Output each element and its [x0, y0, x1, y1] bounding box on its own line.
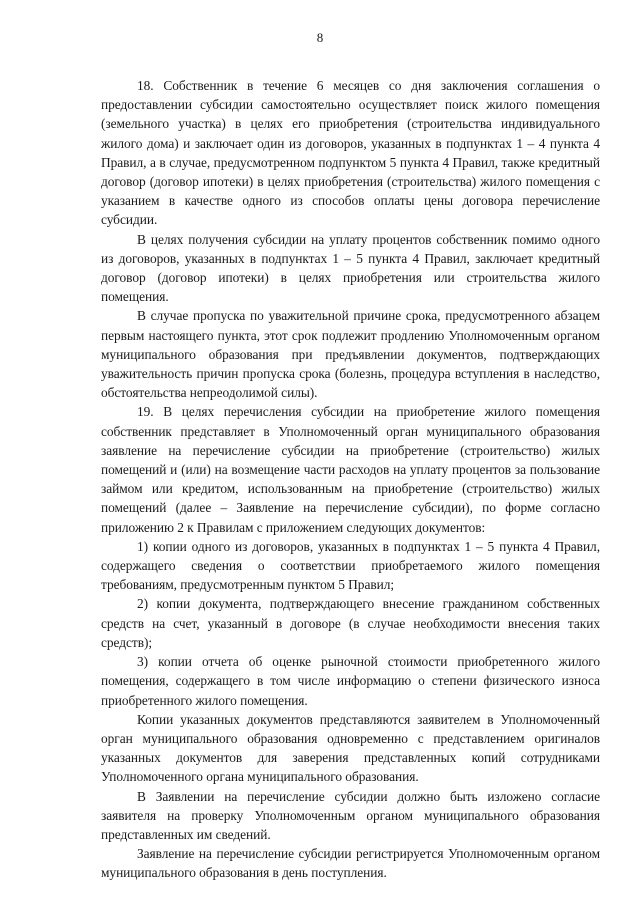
paragraph-19: 19. В целях перечисления субсидии на приобретение жилого помещения собственник представляет в Уполномоченный орган муниципального образования заявление на перечисление субсидии на приобретение (строительство) жилых помещений и (или) на возмещение части расходов на уплату процентов за пользование займом или кредитом, использованным на приобретение (строительство) жилых помещений (далее – Заявление на перечисление субсидии), по форме согласно приложению 2 к Правилам с приложением следующих документов: [101, 404, 600, 535]
paragraph-copies: Копии указанных документов представляются заявителем в Уполномоченный орган муниципального образования одновременно с представлением оригиналов указанных документов для заверения представленных копий сотрудниками Уполномоченного органа муниципального образования. [101, 711, 600, 785]
paragraph-interest-subsidy: В целях получения субсидии на уплату процентов собственник помимо одного из договоров, указанных в подпунктах 1 – 5 пункта 4 Правил, заключает кредитный договор (договор ипотеки) в целях приобретения или строительства жилого помещения. [101, 231, 600, 305]
paragraph-registration: Заявление на перечисление субсидии регистрируется Уполномоченным органом муниципального образования в день поступления. [101, 846, 600, 881]
paragraph-18: 18. Собственник в течение 6 месяцев со дня заключения соглашения о предоставлении субсидии самостоятельно осуществляет поиск жилого помещения (земельного участка) в целях его приобретения (строительства индивидуального жилого дома) и заключает один из договоров, указанных в подпунктах 1 – 4 пункта 4 Правил, а в случае, предусмотренном подпунктом 5 пункта 4 Правил, также кредитный договор (договор ипотеки) в целях приобретения (строительства) жилого помещения с указанием в качестве одного из способов оплаты цены договора перечисление субсидии. [101, 78, 600, 228]
list-item-2: 2) копии документа, подтверждающего внесение гражданином собственных средств на счет, указанный в договоре (в случае необходимости внесения таких средств); [101, 596, 600, 650]
document-body [101, 76, 600, 883]
paragraph-consent: В Заявлении на перечисление субсидии должно быть изложено согласие заявителя на проверку Уполномоченным органом муниципального образования представленных им сведений. [101, 788, 600, 842]
page-number: 8 [316, 30, 324, 45]
paragraph-deadline-extension: В случае пропуска по уважительной причине срока, предусмотренного абзацем первым настоящего пункта, этот срок подлежит продлению Уполномоченным органом муниципального образования при предъявлении документов, подтверждающих уважительность причин пропуска срока (болезнь, процедура вступления в наследство, обстоятельства непреодолимой силы). [101, 308, 600, 401]
list-item-1: 1) копии одного из договоров, указанных в подпунктах 1 – 5 пункта 4 Правил, содержащего сведения о соответствии приобретаемого жилого помещения требованиям, предусмотренным пунктом 5 Правил; [101, 538, 600, 593]
list-item-3: 3) копии отчета об оценке рыночной стоимости приобретенного жилого помещения, содержащего в том числе информацию о степени физического износа приобретенного жилого помещения. [101, 654, 600, 708]
